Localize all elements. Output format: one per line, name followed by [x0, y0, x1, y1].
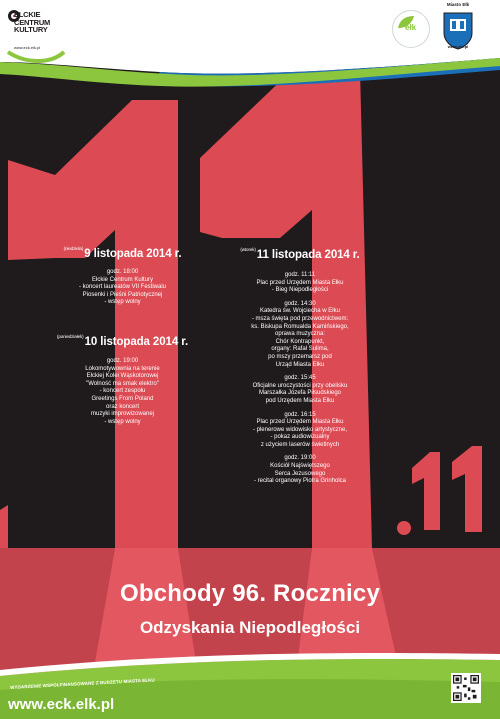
event-line: Katedra św. Wojciecha w Ełku: [260, 308, 340, 315]
day-1-line: - koncert laureatów VII Festiwalu: [78, 284, 167, 291]
day-2-line: Ełckiej Kolei Wąskotorowej: [86, 373, 159, 380]
event-line: - msza święta pod przewodnictwem:: [251, 315, 349, 322]
eck-logo-url: www.eck.elk.pl: [14, 45, 41, 50]
sponsor-note: WYDARZENIE WSPÓŁFINANSOWANE Z BUDŻETU MIASTA EŁKU: [10, 677, 155, 690]
event-line: Chór Kontrapunkt,: [275, 338, 325, 345]
day-1-free-entry: - wstęp wolny: [104, 299, 141, 306]
event-line: Marszałka Józefa Piłsudskiego: [258, 390, 342, 397]
day-2-date-heading: [30, 330, 215, 349]
event-time: godz. 19:00: [284, 455, 316, 462]
event-line: organy: Rafał Sulima,: [271, 346, 329, 353]
day-2-free-entry: - wstęp wolny: [104, 418, 141, 425]
day-1-date: 9 listopada 2014 r.: [84, 248, 182, 260]
day-2-line: Greetings From Poland: [91, 395, 154, 402]
event-line: z użyciem laserów świetlnych: [260, 441, 340, 448]
event-time: godz. 15:45: [284, 375, 316, 382]
event-line: - recital organowy Piotra Grinholca: [253, 478, 347, 485]
event-time: godz. 11:11: [284, 272, 316, 278]
event-line: - Bieg Niepodległości: [271, 287, 329, 294]
event-line: - plenerowe widowisko artystyczne,: [252, 426, 348, 433]
day-3-weekday: (wtorek): [240, 247, 256, 252]
day-1-line: Piosenki i Pieśni Patriotycznej: [82, 291, 163, 298]
header-band: [0, 0, 500, 92]
qr-code-icon: [451, 673, 481, 703]
day-2-line: oraz koncert: [105, 403, 139, 410]
event-time: godz. 16:15: [284, 411, 316, 418]
event-line: oprawa muzyczna:: [274, 331, 326, 338]
event-line: Urząd Miasta Ełku: [275, 361, 325, 368]
website-url: www.eck.elk.pl: [8, 696, 115, 713]
day-3-block: [220, 243, 380, 486]
headline: Obchody 96. Rocznicy: [119, 580, 381, 607]
day-2-weekday: (poniedziałek): [56, 334, 84, 339]
day-1-time: godz. 18:00: [106, 269, 139, 275]
day-1-block: [30, 242, 215, 307]
day-2-line: Lokomotywownia na terenie: [85, 365, 160, 372]
event-line: Oficjalne uroczystości przy obelisku: [252, 382, 348, 389]
event-line: - pokaz audiowizualny: [270, 434, 330, 441]
event-line: Plac przed Urzędem Miasta Ełku: [256, 419, 344, 426]
event-time: godz. 14:30: [284, 300, 316, 307]
day-2-time: godz. 19:00: [106, 358, 139, 364]
event-line: Plac przed Urzędem Miasta Ełku: [256, 279, 344, 286]
event-line: po mszy przemarsz pod: [268, 353, 332, 360]
day-3-date-heading: [220, 243, 380, 262]
crest-title: Miasto Ełk: [446, 2, 470, 7]
crest-url: www.elk.pl: [447, 44, 469, 49]
small-dot: [397, 521, 411, 535]
day-1-date-heading: [30, 242, 215, 261]
day-2-line: "Wolność ma smak elektro": [86, 380, 159, 387]
event-line: ks. Biskupa Romualda Kamińskiego,: [251, 323, 349, 330]
subheadline: Odzyskania Niepodległości: [139, 618, 361, 637]
day-2-line: - koncert zespołu: [99, 388, 146, 395]
day-1-weekday: (niedziela): [63, 246, 84, 251]
event-line: Kościół Najświętszego: [270, 463, 330, 470]
elk-city-logo-text: ełk: [405, 23, 417, 32]
day-3-date: 11 listopada 2014 r.: [256, 249, 360, 261]
event-line: pod Urzędem Miasta Ełku: [265, 397, 335, 404]
event-line: Serca Jezusowego: [274, 470, 326, 477]
day-2-line: muzyki improwizowanej: [90, 411, 155, 418]
eck-logo-text: ELCKIE CENTRUM KULTURY: [14, 10, 51, 34]
day-1-line: Ełckie Centrum Kultury: [91, 276, 154, 283]
day-2-date: 10 listopada 2014 r.: [84, 336, 189, 348]
day-2-block: [30, 330, 215, 426]
